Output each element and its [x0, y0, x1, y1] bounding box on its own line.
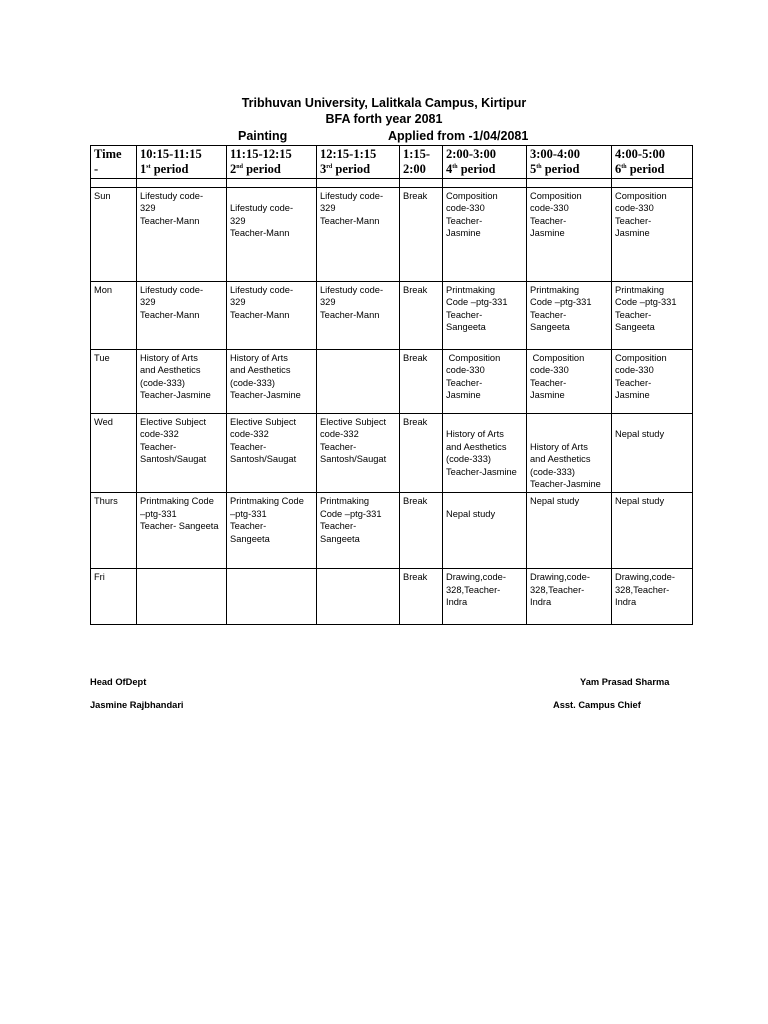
cell-line: Teacher-	[320, 441, 357, 452]
schedule-cell	[443, 188, 527, 282]
cell-line: Lifestudy code-	[230, 203, 294, 214]
cell-line: Break	[403, 353, 428, 363]
cell-line: (code-333)	[140, 377, 185, 388]
schedule-cell	[612, 188, 693, 282]
period-number: 6	[615, 162, 622, 176]
cell-line: History of Arts	[446, 429, 504, 440]
cell-line: (code-333)	[230, 377, 275, 388]
schedule-cell	[443, 350, 527, 414]
cell-line: Composition	[530, 353, 585, 363]
cell-line: Indra	[615, 597, 637, 608]
period-label: 2:00	[403, 162, 426, 176]
period-number: 1	[140, 162, 147, 176]
cell-line: Teacher-	[230, 521, 267, 532]
cell-line: Santosh/Saugat	[140, 454, 207, 465]
period-number: 3	[320, 162, 327, 176]
cell-line: Lifestudy code-	[230, 285, 294, 295]
timetable	[90, 145, 693, 625]
column-header	[443, 146, 527, 179]
column-header-time: 2:00-3:00	[446, 147, 496, 161]
cell-line: 328,Teacher-	[615, 584, 670, 595]
spacer-cell	[227, 179, 317, 188]
cell-line: History of Arts	[140, 353, 198, 363]
day-row-mon	[91, 282, 693, 350]
period-label: period	[153, 162, 189, 176]
university-title: Tribhuvan University, Lalitkala Campus, Kirtipur	[241, 96, 527, 110]
schedule-cell	[227, 569, 317, 625]
cell-line: and Aesthetics	[140, 365, 201, 376]
schedule-cell	[317, 350, 400, 414]
cell-line: Break	[403, 417, 428, 427]
schedule-cell	[317, 282, 400, 350]
schedule-cell	[227, 350, 317, 414]
cell-line: code-330	[530, 203, 569, 214]
cell-line: Santosh/Saugat	[320, 454, 387, 465]
schedule-cell	[317, 569, 400, 625]
cell-line: Break	[403, 496, 428, 507]
cell-line: Teacher-Mann	[230, 228, 290, 239]
cell-line: 329	[320, 297, 336, 308]
cell-line: Printmaking	[615, 285, 665, 295]
cell-line	[446, 495, 523, 507]
period-number: 2	[230, 162, 237, 176]
period-label: -	[94, 162, 99, 176]
cell-line: 329	[230, 215, 246, 226]
cell-line: Nepal study	[615, 496, 665, 507]
head-of-dept-name: Jasmine Rajbhandari	[90, 700, 184, 710]
cell-line: Teacher-Jasmine	[230, 390, 301, 401]
cell-line: Drawing,code-	[615, 572, 675, 583]
cell-line: Break	[403, 191, 428, 201]
cell-line: Code –ptg-331	[530, 297, 592, 308]
cell-line: Printmaking Code	[230, 496, 304, 507]
schedule-cell	[443, 282, 527, 350]
cell-line: code-332	[320, 429, 359, 440]
cell-line: Sangeeta	[320, 533, 360, 544]
day-row-fri	[91, 569, 693, 625]
spacer-cell	[612, 179, 693, 188]
cell-line: Teacher-Jasmine	[140, 390, 211, 401]
period-ordinal: st	[146, 163, 151, 170]
schedule-cell	[400, 569, 443, 625]
schedule-cell	[612, 350, 693, 414]
cell-line: Composition	[446, 191, 498, 201]
schedule-cell	[612, 493, 693, 569]
schedule-cell	[527, 414, 612, 493]
cell-line: code-330	[446, 203, 485, 214]
schedule-cell	[527, 493, 612, 569]
schedule-cell	[527, 350, 612, 414]
cell-line: Jasmine	[446, 390, 481, 401]
cell-line: Elective Subject	[140, 417, 207, 427]
schedule-cell	[137, 414, 227, 493]
day-row-tue	[91, 350, 693, 414]
day-label: Fri	[91, 569, 137, 625]
period-number: 5	[530, 162, 537, 176]
cell-line: code-330	[615, 203, 654, 214]
cell-line: –ptg-331	[230, 508, 267, 519]
period-label: period	[460, 162, 496, 176]
period-ordinal: th	[452, 163, 458, 170]
schedule-cell	[612, 414, 693, 493]
column-header	[612, 146, 693, 179]
cell-line: Nepal study	[446, 508, 496, 519]
column-header	[527, 146, 612, 179]
cell-line: Teacher-	[615, 215, 652, 226]
day-label: Wed	[91, 414, 137, 493]
period-label: period	[335, 162, 371, 176]
cell-line: Break	[403, 572, 428, 583]
schedule-cell	[137, 282, 227, 350]
cell-line: Drawing,code-	[530, 572, 590, 583]
cell-line: Teacher-Mann	[140, 309, 200, 320]
cell-line: Lifestudy code-	[140, 285, 204, 295]
period-label: period	[246, 162, 281, 176]
cell-line: Teacher-	[615, 377, 652, 388]
cell-line: Teacher-Mann	[320, 215, 380, 226]
schedule-cell	[137, 350, 227, 414]
period-ordinal: rd	[326, 163, 333, 170]
period-ordinal: th	[536, 163, 542, 170]
cell-line: Lifestudy code-	[140, 191, 204, 201]
column-header-period	[320, 162, 396, 177]
cell-line: Teacher-Jasmine	[530, 479, 601, 489]
cell-line: Teacher- Sangeeta	[140, 521, 219, 532]
column-header-time: 12:15-1:15	[320, 147, 377, 161]
column-header-period	[446, 162, 523, 177]
column-header	[137, 146, 227, 179]
cell-line	[530, 428, 608, 440]
schedule-cell	[443, 569, 527, 625]
day-label: Sun	[91, 188, 137, 282]
cell-line: History of Arts	[230, 353, 288, 363]
cell-line: Teacher-	[530, 377, 567, 388]
column-header-time: 1:15-	[403, 147, 431, 161]
column-header-time: 4:00-5:00	[615, 147, 665, 161]
cell-line: Sangeeta	[530, 322, 570, 333]
cell-line: Composition	[615, 353, 667, 363]
cell-line: History of Arts	[530, 441, 588, 452]
cell-line: Drawing,code-	[446, 572, 506, 583]
schedule-cell	[443, 493, 527, 569]
cell-line: and Aesthetics	[230, 365, 291, 376]
day-label: Thurs	[91, 493, 137, 569]
schedule-cell	[227, 188, 317, 282]
cell-line: and Aesthetics	[530, 454, 591, 465]
period-ordinal: th	[621, 163, 627, 170]
day-row-thurs	[91, 493, 693, 569]
column-header	[317, 146, 400, 179]
spacer-cell	[400, 179, 443, 188]
cell-line: Printmaking	[530, 285, 580, 295]
cell-line: code-332	[140, 429, 179, 440]
schedule-cell	[227, 493, 317, 569]
schedule-cell	[227, 282, 317, 350]
cell-line: Teacher-	[530, 215, 567, 226]
cell-line: Printmaking	[320, 496, 370, 507]
column-header-time: 11:15-12:15	[230, 147, 292, 161]
cell-line: Teacher-	[446, 309, 483, 320]
period-ordinal: nd	[236, 163, 243, 170]
cell-line: 329	[230, 297, 246, 308]
cell-line: code-330	[530, 365, 569, 376]
cell-line: (code-333)	[446, 454, 491, 465]
cell-line: code-332	[230, 429, 269, 440]
cell-line: Teacher-	[615, 309, 652, 320]
cell-line: 328,Teacher-	[446, 584, 501, 595]
cell-line: Jasmine	[446, 228, 481, 239]
column-header-period	[230, 162, 313, 177]
column-header-period	[615, 162, 689, 177]
day-label: Mon	[91, 282, 137, 350]
period-label: period	[629, 162, 665, 176]
cell-line	[615, 416, 689, 428]
cell-line: Indra	[530, 597, 552, 608]
schedule-cell	[317, 188, 400, 282]
cell-line: Sangeeta	[230, 533, 270, 544]
cell-line: Printmaking Code	[140, 496, 214, 507]
cell-line: Elective Subject	[230, 417, 297, 427]
cell-line: (code-333)	[530, 466, 575, 477]
cell-line: Composition	[615, 191, 667, 201]
cell-line: Teacher-	[446, 215, 483, 226]
cell-line: Teacher-Mann	[320, 309, 380, 320]
schedule-cell	[527, 282, 612, 350]
column-header-time: Time	[94, 147, 122, 161]
cell-line: code-330	[446, 365, 485, 376]
program-title: BFA forth year 2081	[325, 112, 443, 126]
cell-line: Teacher-	[446, 377, 483, 388]
cell-line: Santosh/Saugat	[230, 454, 297, 465]
spacer-cell	[137, 179, 227, 188]
column-header-time: 3:00-4:00	[530, 147, 580, 161]
spacer-cell	[317, 179, 400, 188]
cell-line: Sangeeta	[446, 322, 486, 333]
cell-line: Code –ptg-331	[446, 297, 508, 308]
cell-line: Jasmine	[530, 228, 565, 239]
schedule-cell	[400, 188, 443, 282]
spacer-row	[91, 179, 693, 188]
column-header	[91, 146, 137, 179]
day-row-sun	[91, 188, 693, 282]
column-header-period	[94, 162, 133, 177]
cell-line: Printmaking	[446, 285, 496, 295]
cell-line: Break	[403, 285, 428, 295]
cell-line: Code –ptg-331	[320, 508, 382, 519]
cell-line: Elective Subject	[320, 417, 387, 427]
column-header-period	[530, 162, 608, 177]
schedule-cell	[317, 414, 400, 493]
column-header	[400, 146, 443, 179]
cell-line: Teacher-	[530, 309, 567, 320]
column-header	[227, 146, 317, 179]
applied-date: Applied from -1/04/2081	[388, 129, 529, 143]
schedule-cell	[612, 569, 693, 625]
campus-chief-name: Yam Prasad Sharma	[580, 677, 670, 687]
cell-line: Lifestudy code-	[320, 285, 384, 295]
header-row	[91, 146, 693, 179]
spacer-cell	[443, 179, 527, 188]
schedule-cell	[137, 188, 227, 282]
period-label: period	[544, 162, 580, 176]
cell-line: Teacher-	[320, 521, 357, 532]
schedule-cell	[400, 414, 443, 493]
period-number: 4	[446, 162, 453, 176]
cell-line	[446, 416, 523, 428]
day-label: Tue	[91, 350, 137, 414]
cell-line: Jasmine	[530, 390, 565, 401]
cell-line: Teacher-	[230, 441, 267, 452]
schedule-cell	[137, 493, 227, 569]
schedule-cell	[400, 350, 443, 414]
spacer-cell	[527, 179, 612, 188]
cell-line: Composition	[446, 353, 501, 363]
department-label: Painting	[238, 129, 288, 143]
day-row-wed	[91, 414, 693, 493]
schedule-cell	[400, 282, 443, 350]
cell-line	[230, 190, 313, 202]
cell-line: Lifestudy code-	[320, 191, 384, 201]
cell-line: Indra	[446, 597, 468, 608]
spacer-cell	[91, 179, 137, 188]
cell-line: Code –ptg-331	[615, 297, 677, 308]
cell-line: 329	[320, 203, 336, 214]
cell-line: and Aesthetics	[446, 441, 507, 452]
cell-line: –ptg-331	[140, 508, 177, 519]
cell-line: 329	[140, 203, 156, 214]
cell-line: Jasmine	[615, 228, 650, 239]
cell-line: code-330	[615, 365, 654, 376]
cell-line: Teacher-	[140, 441, 177, 452]
cell-line: Nepal study	[530, 496, 580, 507]
schedule-cell	[527, 569, 612, 625]
cell-line: Composition	[530, 191, 582, 201]
head-of-dept-title: Head OfDept	[90, 677, 147, 687]
schedule-cell	[400, 493, 443, 569]
cell-line: Nepal study	[615, 429, 665, 440]
schedule-cell	[317, 493, 400, 569]
cell-line: Teacher-Mann	[140, 215, 200, 226]
schedule-cell	[527, 188, 612, 282]
schedule-cell	[612, 282, 693, 350]
cell-line	[530, 416, 608, 428]
campus-chief-title: Asst. Campus Chief	[553, 700, 641, 710]
schedule-cell	[227, 414, 317, 493]
column-header-time: 10:15-11:15	[140, 147, 202, 161]
column-header-period	[140, 162, 223, 177]
cell-line: Jasmine	[615, 390, 650, 401]
cell-line: 329	[140, 297, 156, 308]
column-header-period	[403, 162, 439, 177]
cell-line: Teacher-Mann	[230, 309, 290, 320]
cell-line: Teacher-Jasmine	[446, 466, 517, 477]
cell-line: Sangeeta	[615, 322, 655, 333]
schedule-cell	[137, 569, 227, 625]
schedule-cell	[443, 414, 527, 493]
cell-line: 328,Teacher-	[530, 584, 585, 595]
